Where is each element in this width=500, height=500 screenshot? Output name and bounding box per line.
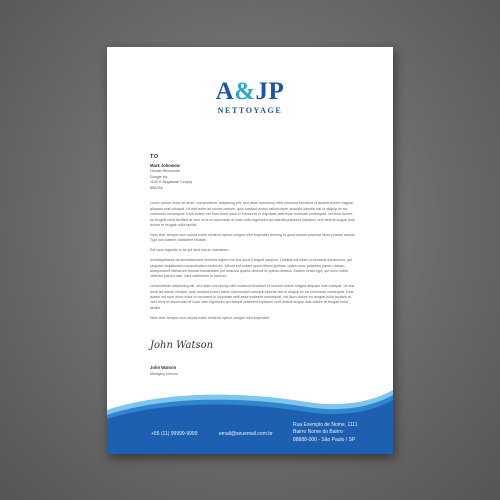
footer-address-line: Rua Exemplo de Nome, 1111 xyxy=(293,422,358,428)
recipient-line: Google Inc xyxy=(150,174,168,179)
signer-title: Managing Director xyxy=(150,372,178,376)
body-paragraph: Lorem ipsum dolor sit amet, consectetuer adipiscing elit, sed diam nonummy nibh euismod tincidunt ut laoreet dolore magna aliquam erat volutpat. Ut wisi enim ad minim veniam, quis nostrud exerci tationcorper suscipit lobortis nisl ut aliquip ex ea commodo consequat. Duis autem vel eum iriure dolor in hendrerit in vulputate velit esse molestie consequat, vel illum dolore eu feugiat nulla facilisis at vero eros et accumsan et iusto odio dignissim qui blandit praesent luptatum zzril delenit augue duis dolore te feugait nulla facilisi. xyxy=(150,201,355,227)
logo-wordmark xyxy=(107,79,393,105)
logo-subtitle: NETTOYAGE xyxy=(217,106,283,115)
footer-email: email@seuemail.com.br xyxy=(219,431,273,437)
signer-block xyxy=(150,365,178,376)
body-paragraph: Nam liber tempor cum soluta nobis eleifend option congue nihil imperdiet. xyxy=(150,315,270,320)
recipient-line: 1105 G Mugassan Cenpaj xyxy=(150,180,192,185)
recipient-name: Mark Jokowow xyxy=(150,163,180,168)
logo-letters-jp: JP xyxy=(255,78,285,105)
body-paragraph: consectetuer adipiscing elit, sed diam nonummy nibh euismod tincidunt ut laoreet dolore magna aliquam erat volutpat. Ut wisi enim ad minim veniam, quis nostrud exerci tation ullamcorper suscipit lobortis nisl ut aliquip ex ea commodo consequat. Duis autem vel eum iriure dolor in hendrerit in vulputate velit esse molestie consequat, vel illum dolore eu feugiat nulla facilisis at vero eros et accumsan et iusto odio dignissim qui blandit praesent luptatum zzril delenit augue duis dolore te feugait nulla facilisi. xyxy=(150,284,355,310)
letterhead-page xyxy=(107,47,393,454)
body-paragraph: Investigationes demonstraverunt lectores legere me lius quod ii legunt saepius. Claritas est etiam processus dynamicus, qui sequitur mutationem consuetudium lectorum. Mirum est notare quam littera gothica, quam nunc putamus parum claram, anteposuerit litterarum formas humanitatis per seacula quarta decima et quinta decima. Eodem modo typi, qui nunc nobis videntur parum clari, fiant sollemnes in futurum. xyxy=(150,258,352,279)
handwritten-signature: John Watson xyxy=(150,340,214,351)
recipient-block xyxy=(150,163,357,191)
letter-body xyxy=(150,154,357,326)
footer-phone: +55 (11) 99999-9999 xyxy=(151,431,198,437)
body-paragraph: Nam liber tempor cum soluta nobis eleifend option congue nihil imperdiet doming id quod mazim placerat facer possim assum. Typi non habent claritatem insitam. xyxy=(150,232,356,243)
logo-ampersand: & xyxy=(234,78,256,105)
body-paragraph: Est usus legentis in iis qui facit eorum claritatem. xyxy=(150,248,230,253)
company-logo xyxy=(107,79,393,115)
footer-address-line: Bairro Nome do Bairro xyxy=(293,429,343,436)
signer-name: John Watson xyxy=(150,365,177,370)
letter-paragraphs xyxy=(150,201,357,321)
to-label: TO xyxy=(150,154,159,160)
recipient-line: Human Resources xyxy=(150,169,180,173)
footer-wave xyxy=(107,388,393,454)
footer-address-line: 88888-000 - São Paulo / SP xyxy=(293,436,356,443)
recipient-line: 8WUSA xyxy=(150,185,163,190)
footer-address xyxy=(293,422,357,444)
logo-letter-a: A xyxy=(215,78,235,105)
